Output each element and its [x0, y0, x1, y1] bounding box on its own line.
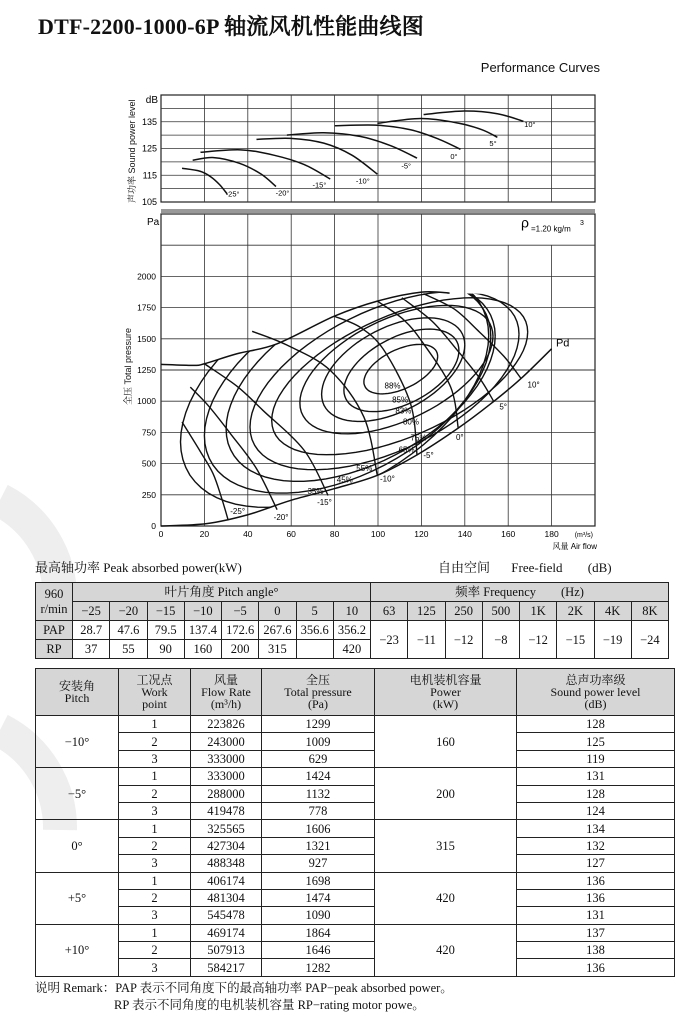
sound-curve: [335, 125, 461, 149]
pitch-cell: −5°: [36, 768, 119, 820]
rp-value: 37: [73, 640, 110, 659]
pressure-x-tick-label: 80: [329, 529, 340, 539]
pitch-cell: 0°: [36, 820, 119, 872]
work-point-cell: 2: [119, 837, 191, 854]
efficiency-label: 88%: [384, 381, 401, 391]
flow-rate-cell: 333000: [191, 750, 262, 767]
table-row: [36, 924, 675, 941]
table2-header-cell-line: Work: [141, 685, 168, 699]
pitch-cell: +5°: [36, 872, 119, 924]
table2-header-cell: [262, 669, 375, 716]
flow-rate-cell: 325565: [191, 820, 262, 837]
table-row: [36, 872, 675, 889]
pap-value: 356.2: [333, 621, 370, 640]
speed-cell: [36, 583, 73, 621]
pressure-y-tick-label: 750: [141, 427, 156, 438]
pitch-cell: +10°: [36, 924, 119, 976]
table1-caption-left: 最高轴功率 Peak absorbed power(kW): [35, 560, 242, 575]
work-point-cell: 3: [119, 750, 191, 767]
x-axis-unit: (m³/s): [574, 532, 593, 539]
rp-value: 160: [184, 640, 221, 659]
work-point-cell: 3: [119, 802, 191, 819]
pitch-angle-cell: 5: [296, 602, 333, 621]
frequency-cell: 8K: [631, 602, 668, 621]
pressure-x-tick-label: 120: [414, 529, 429, 539]
flow-rate-cell: 481304: [191, 889, 262, 906]
flow-rate-cell: 288000: [191, 785, 262, 802]
table-row: [36, 768, 675, 785]
total-pressure-cell: 1864: [262, 924, 375, 941]
total-pressure-cell: 1321: [262, 837, 375, 854]
sound-power-cell: 134: [517, 820, 675, 837]
table2-header-cell-line: 电机装机容量: [409, 673, 482, 687]
frequency-cell: 2K: [557, 602, 594, 621]
total-pressure-cell: 1009: [262, 733, 375, 750]
work-point-cell: 1: [119, 768, 191, 785]
sound-y-tick-label: 135: [141, 116, 157, 127]
table-row: [36, 855, 675, 872]
sound-curve: [200, 150, 330, 179]
power-cell: 200: [375, 768, 517, 820]
table-row: [36, 837, 675, 854]
table-row: [36, 802, 675, 819]
rp-value: 90: [147, 640, 184, 659]
rp-value: 420: [333, 640, 370, 659]
table2-header-cell-line: 总声功率级: [565, 673, 626, 687]
total-pressure-cell: 927: [262, 855, 375, 872]
efficiency-label: 45%: [336, 475, 353, 485]
speed-cell-line: 960: [44, 586, 64, 601]
x-axis-label: 风量 Air flow: [552, 542, 597, 551]
work-point-cell: 2: [119, 733, 191, 750]
pitch-line-label: -25°: [230, 507, 246, 517]
spl-correction-value: −23: [371, 621, 408, 659]
table2-header-cell: [517, 669, 675, 716]
work-point-cell: 1: [119, 716, 191, 733]
power-cell: 420: [375, 924, 517, 976]
efficiency-label: 65%: [398, 445, 415, 455]
sound-curve-label: -15°: [312, 180, 327, 190]
pitch-angle-cell: −20: [110, 602, 147, 621]
sound-curve-label: 10°: [524, 120, 536, 130]
pressure-x-tick-label: 0: [158, 529, 164, 539]
total-pressure-cell: 778: [262, 802, 375, 819]
table2-header-cell-line: (m³/h): [210, 697, 242, 711]
table2-header-cell-line: (dB): [584, 697, 607, 711]
free-field-en: Free-field: [511, 560, 563, 575]
table1-header-row: [36, 583, 669, 602]
rp-value: 315: [259, 640, 296, 659]
table-row: [36, 820, 675, 837]
rp-label: RP: [36, 640, 73, 659]
pressure-y-tick-label: 0: [151, 521, 156, 531]
flow-rate-cell: 507913: [191, 942, 262, 959]
table2-header-cell-line: Pitch: [64, 691, 90, 705]
density-symbol: ρ: [521, 214, 529, 231]
sound-power-cell: 127: [517, 855, 675, 872]
sound-curve-label: -5°: [401, 161, 412, 171]
pap-value: 137.4: [184, 621, 221, 640]
table-row: [36, 750, 675, 767]
page-subtitle: Performance Curves: [480, 60, 600, 75]
flow-rate-cell: 333000: [191, 768, 262, 785]
total-pressure-cell: 1299: [262, 716, 375, 733]
pressure-x-tick-label: 20: [199, 529, 210, 539]
spl-correction-value: −11: [408, 621, 445, 659]
power-cell: 420: [375, 872, 517, 924]
table-row: [36, 942, 675, 959]
chart-separator-band: [161, 209, 595, 213]
table2-header-cell-line: 全压: [305, 673, 330, 687]
efficiency-label: 35%: [307, 487, 324, 497]
sound-power-cell: 137: [517, 924, 675, 941]
sound-power-cell: 132: [517, 837, 675, 854]
sound-curve-label: 5°: [489, 138, 497, 148]
spl-correction-value: −24: [631, 621, 668, 659]
efficiency-label: 80%: [402, 417, 419, 427]
pap-value: 47.6: [110, 621, 147, 640]
table-row: [36, 733, 675, 750]
pitch-angle-cell: −5: [222, 602, 259, 621]
total-pressure-cell: 629: [262, 750, 375, 767]
sound-curve-label: -20°: [275, 188, 290, 198]
sound-curve-label: -25°: [225, 189, 240, 199]
rp-value: 200: [222, 640, 259, 659]
free-field-cn: 自由空间: [438, 560, 491, 575]
pap-value: 267.6: [259, 621, 296, 640]
sound-y-tick-label: 105: [141, 197, 157, 207]
pressure-y-tick-label: 1000: [137, 396, 156, 407]
pressure-x-tick-label: 40: [243, 529, 253, 539]
pitch-angle-header: 叶片角度 Pitch angle°: [73, 583, 371, 602]
spl-correction-value: −12: [520, 621, 557, 659]
pitch-line-label: 10°: [527, 380, 540, 390]
efficiency-label: 85%: [392, 395, 409, 405]
total-pressure-cell: 1132: [262, 785, 375, 802]
power-cell: 160: [375, 716, 517, 768]
sound-power-cell: 136: [517, 889, 675, 906]
flow-rate-cell: 406174: [191, 872, 262, 889]
sound-curve-label: -10°: [355, 176, 370, 186]
sound-curve: [256, 138, 377, 174]
free-field-unit: (dB): [587, 560, 612, 575]
pitch-angle-cell: −25: [73, 602, 110, 621]
table2-header-cell: [375, 669, 517, 716]
spl-correction-value: −15: [557, 621, 594, 659]
table2-header-cell: [191, 669, 262, 716]
work-point-cell: 1: [119, 820, 191, 837]
pitch-angle-cell: −10: [184, 602, 221, 621]
pap-value: 172.6: [222, 621, 259, 640]
flow-rate-cell: 427304: [191, 837, 262, 854]
flow-rate-cell: 584217: [191, 959, 262, 976]
table2-header-cell-line: (kW): [432, 697, 459, 711]
frequency-cell: 500: [482, 602, 519, 621]
flow-rate-cell: 243000: [191, 733, 262, 750]
rp-value: 55: [110, 640, 147, 659]
efficiency-label: 75%: [410, 433, 427, 443]
sound-power-cell: 128: [517, 785, 675, 802]
pitch-cell: −10°: [36, 716, 119, 768]
work-point-cell: 2: [119, 889, 191, 906]
table1-caption-right: [438, 560, 612, 575]
flow-rate-cell: 419478: [191, 802, 262, 819]
table-row: [36, 716, 675, 733]
table2-header-cell-line: point: [142, 697, 167, 711]
table2-header-cell-line: (Pa): [308, 697, 328, 711]
pressure-x-tick-label: 140: [457, 529, 472, 539]
pitch-angle-cell: 10: [333, 602, 370, 621]
sound-power-cell: 124: [517, 802, 675, 819]
table2-header-cell-line: Power: [430, 685, 461, 699]
table-row: [36, 785, 675, 802]
sound-power-cell: 136: [517, 872, 675, 889]
table2-header-cell-line: 工况点: [136, 673, 173, 687]
efficiency-label: 55%: [356, 464, 373, 474]
efficiency-label: 83%: [395, 406, 412, 416]
pressure-y-tick-label: 1500: [137, 333, 156, 344]
pap-value: 356.6: [296, 621, 333, 640]
sound-power-cell: 128: [517, 716, 675, 733]
pressure-y-tick-label: 1750: [137, 302, 156, 313]
sound-y-tick-label: 115: [142, 170, 157, 181]
density-value: =1.20 kg/m: [531, 224, 571, 234]
total-pressure-cell: 1282: [262, 959, 375, 976]
table-row: [36, 889, 675, 906]
flow-rate-cell: 488348: [191, 855, 262, 872]
dynamic-pressure-label: Pd: [555, 337, 570, 350]
sound-power-cell: 138: [517, 942, 675, 959]
sound-power-cell: 119: [517, 750, 675, 767]
sound-power-cell: 131: [517, 907, 675, 924]
total-pressure-cell: 1646: [262, 942, 375, 959]
table2-header-cell-line: Total pressure: [284, 685, 352, 699]
work-point-cell: 1: [119, 924, 191, 941]
frequency-cell: 63: [371, 602, 408, 621]
pitch-angle-cell: −15: [147, 602, 184, 621]
work-point-cell: 2: [119, 942, 191, 959]
table2-header-cell-line: Sound power level: [550, 685, 641, 699]
page-title: DTF-2200-1000-6P 轴流风机性能曲线图: [38, 14, 424, 39]
pressure-x-tick-label: 160: [501, 529, 516, 539]
pressure-x-tick-label: 100: [370, 529, 386, 539]
flow-rate-cell: 223826: [191, 716, 262, 733]
sound-power-cell: 131: [517, 768, 675, 785]
spl-correction-value: −12: [445, 621, 482, 659]
pressure-y-axis-label: 全压 Total pressure: [123, 327, 133, 405]
total-pressure-cell: 1090: [262, 907, 375, 924]
table-row: [36, 959, 675, 976]
work-point-cell: 1: [119, 872, 191, 889]
table2-header-cell: [119, 669, 191, 716]
pitch-line: [335, 316, 417, 455]
pressure-y-tick-label: 250: [141, 489, 156, 500]
pressure-x-tick-label: 60: [286, 529, 296, 539]
spl-correction-value: −19: [594, 621, 631, 659]
sound-y-axis-label: 声功率 Sound power level: [127, 99, 137, 203]
pitch-line: [190, 387, 277, 510]
table2-header-cell: [36, 669, 119, 716]
pressure-y-tick-label: 500: [141, 458, 156, 469]
sound-curve-label: 0°: [450, 152, 458, 162]
frequency-cell: 250: [445, 602, 482, 621]
speed-cell-line: r/min: [40, 601, 68, 616]
frequency-cell: 4K: [594, 602, 631, 621]
work-point-cell: 3: [119, 959, 191, 976]
remark-line-2: RP 表示不同角度的电机装机容量 RP−rating motor powe。: [114, 998, 425, 1012]
pressure-y-tick-label: 2000: [137, 271, 156, 282]
pitch-line-label: -5°: [423, 450, 434, 460]
sound-curve: [287, 133, 417, 158]
sound-power-cell: 125: [517, 733, 675, 750]
work-point-cell: 3: [119, 907, 191, 924]
pitch-line-label: 5°: [499, 402, 508, 412]
total-pressure-cell: 1698: [262, 872, 375, 889]
total-pressure-cell: 1606: [262, 820, 375, 837]
pitch-line-label: 0°: [455, 432, 464, 442]
pitch-angle-cell: 0: [259, 602, 296, 621]
power-and-noise-table: [35, 582, 669, 659]
power-cell: 315: [375, 820, 517, 872]
frequency-header: 频率 Frequency (Hz): [371, 583, 669, 602]
table2-header-cell-line: 风量: [213, 673, 238, 687]
pressure-y-tick-label: 1250: [137, 365, 156, 375]
sound-curve: [377, 119, 497, 138]
frequency-cell: 1K: [520, 602, 557, 621]
sound-power-cell: 136: [517, 959, 675, 976]
table2-header-cell-line: Flow Rate: [201, 685, 251, 699]
flow-rate-cell: 469174: [191, 924, 262, 941]
frequency-cell: 125: [408, 602, 445, 621]
pressure-y-unit: Pa: [147, 217, 160, 228]
remark-line-1: 说明 Remark：PAP 表示不同角度下的最高轴功率 PAP−peak absorbed power。: [35, 981, 453, 995]
pap-value: 79.5: [147, 621, 184, 640]
density-exponent: 3: [580, 220, 584, 228]
spl-correction-value: −8: [482, 621, 519, 659]
pitch-line-label: -15°: [317, 497, 332, 507]
total-pressure-cell: 1474: [262, 889, 375, 906]
pap-value: 28.7: [73, 621, 110, 640]
sound-y-unit: dB: [145, 95, 158, 106]
pap-label: PAP: [36, 621, 73, 640]
table2-header-cell-line: 安装角: [58, 679, 95, 693]
efficiency-contour: [364, 344, 438, 394]
pitch-line-label: -10°: [380, 474, 395, 484]
flow-rate-cell: 545478: [191, 907, 262, 924]
work-point-cell: 2: [119, 785, 191, 802]
sound-y-tick-label: 125: [141, 143, 157, 154]
table-row: [36, 907, 675, 924]
pressure-x-tick-label: 180: [544, 529, 559, 539]
rp-value: [296, 640, 333, 659]
pitch-line-label: -20°: [273, 512, 289, 522]
total-pressure-cell: 1424: [262, 768, 375, 785]
work-point-table: [35, 668, 675, 977]
work-point-cell: 3: [119, 855, 191, 872]
